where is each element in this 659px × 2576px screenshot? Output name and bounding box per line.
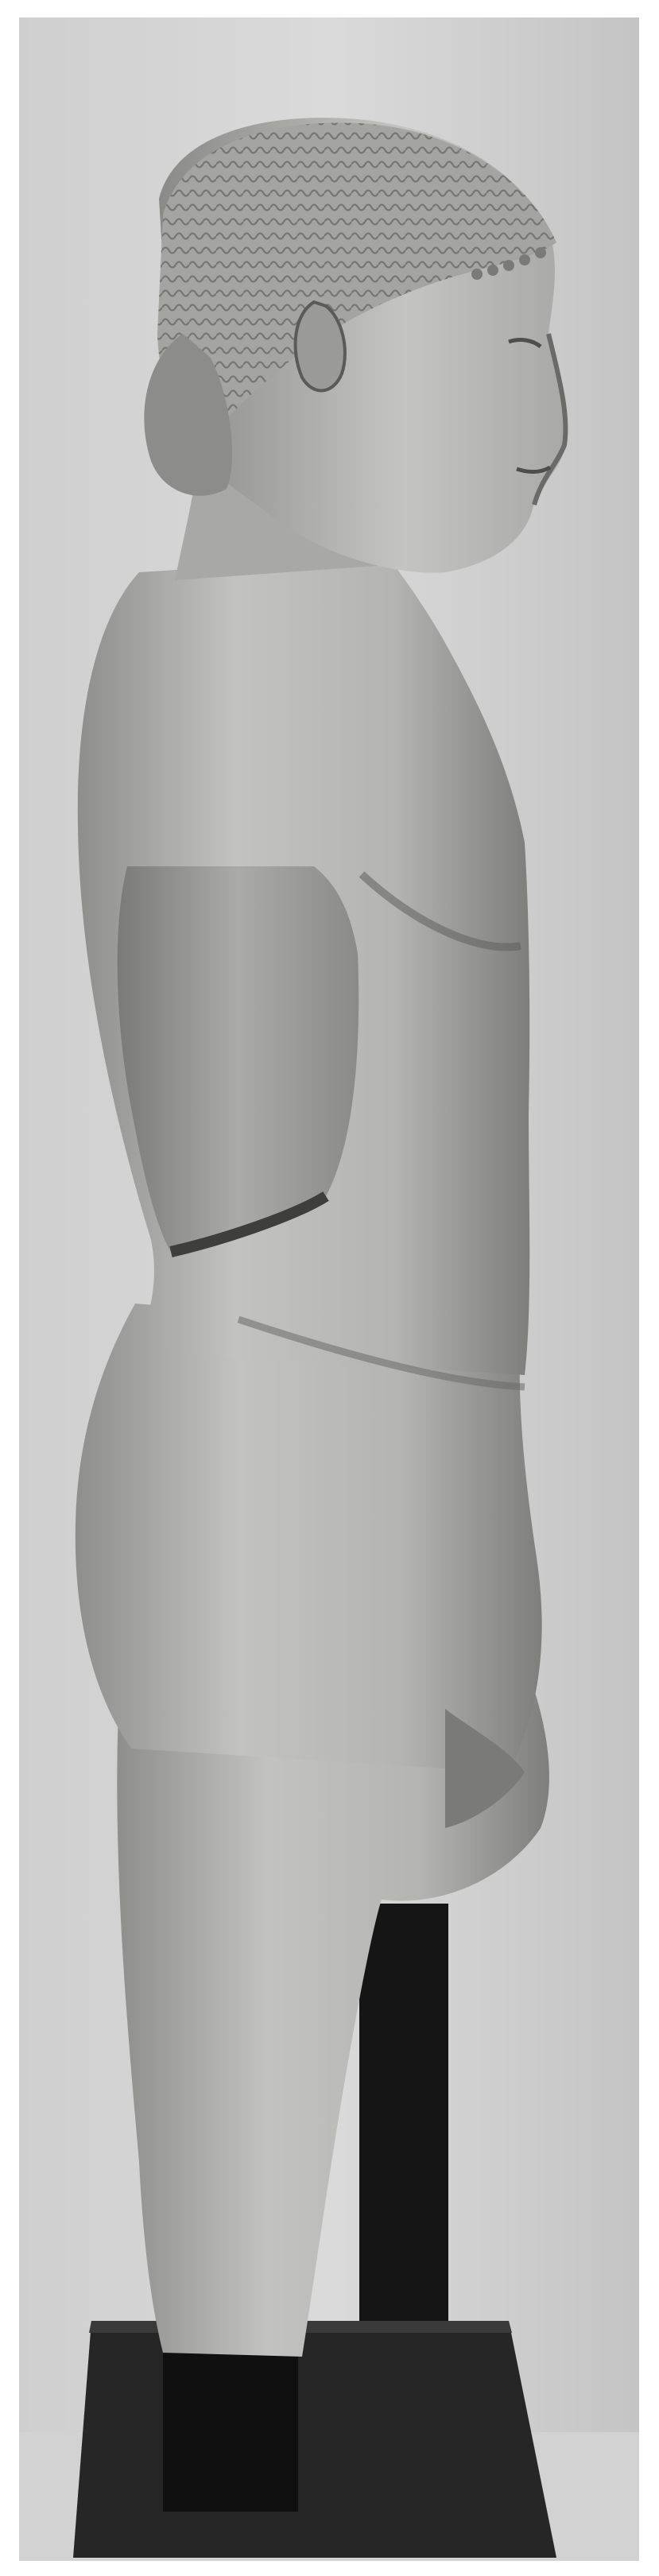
foot-block	[163, 2353, 298, 2512]
pedestal-base	[73, 2321, 556, 2558]
statue-hip	[76, 1303, 542, 1772]
